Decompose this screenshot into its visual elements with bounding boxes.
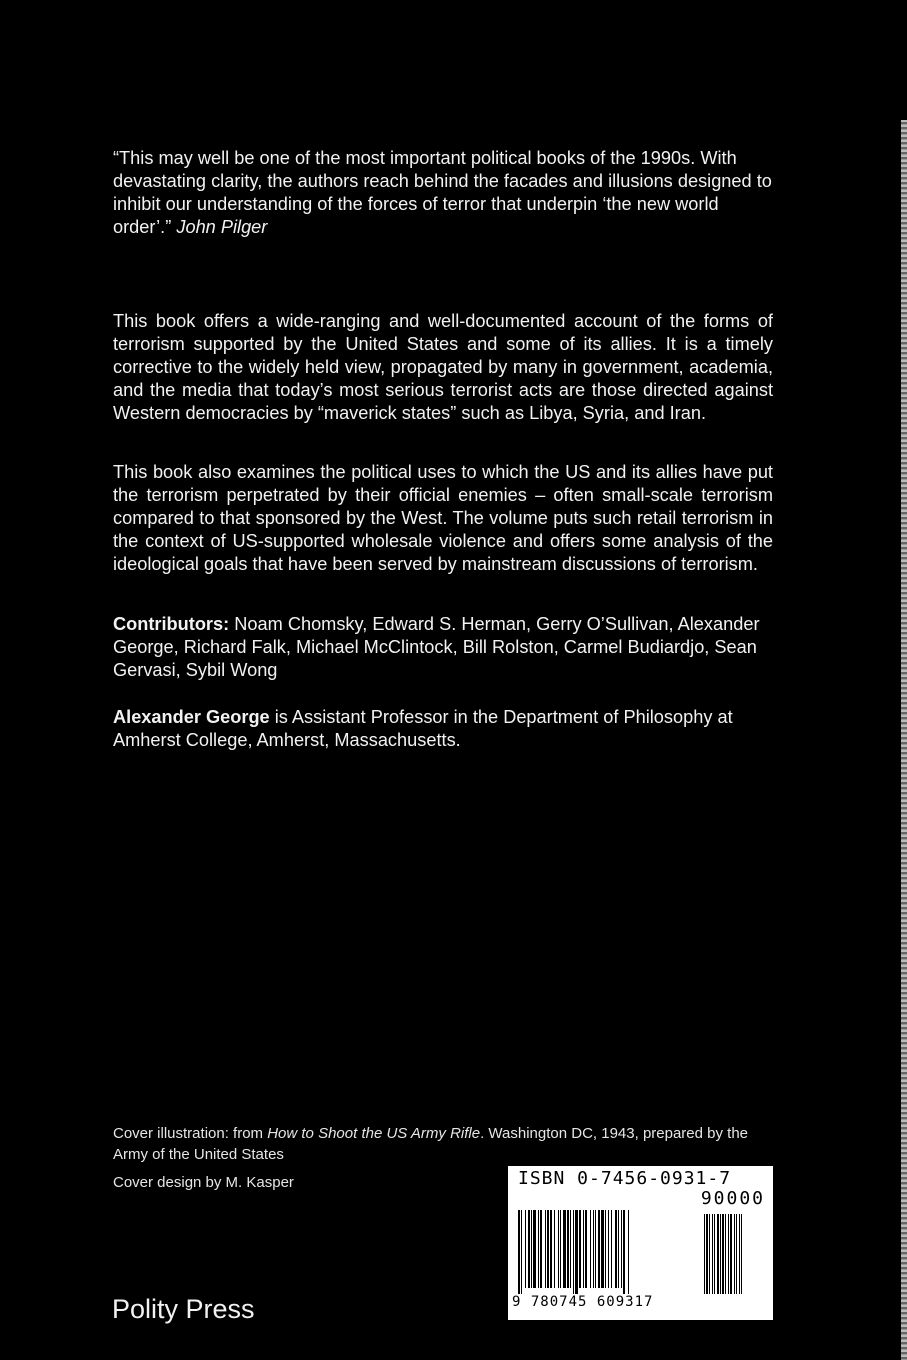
barcode-bar [608, 1210, 609, 1288]
addon-bar [706, 1214, 708, 1294]
barcode-bar [545, 1210, 546, 1288]
addon-bar [722, 1214, 724, 1294]
barcode-bar [590, 1210, 591, 1288]
barcode-bars [514, 1210, 769, 1294]
barcode-bar [560, 1210, 561, 1288]
barcode-bar [525, 1210, 526, 1288]
barcode-bar [521, 1210, 522, 1294]
barcode-bar [550, 1210, 552, 1288]
barcode-bar [540, 1210, 542, 1288]
barcode-bar [570, 1210, 571, 1288]
barcode-bar [601, 1210, 604, 1288]
barcode-addon-number: 90000 [700, 1188, 765, 1209]
barcode-bar [615, 1210, 617, 1288]
barcode-bar [593, 1210, 594, 1288]
description-paragraph-2: This book also examines the political uses to which the US and its allies have put the terrorism perpetrated by their official enemies – often small-scale terrorism compared to that sponsored by the West. The volume puts such retail terrorism in the context of US-supported wholesale violence and offers some analysis of the ideological goals that have been served by mainstream discussions of terrorism. [113, 462, 773, 574]
addon-bar [709, 1214, 710, 1294]
barcode-bar [518, 1210, 520, 1294]
barcode-bar [618, 1210, 619, 1288]
barcode-bar [623, 1210, 625, 1294]
review-quote [113, 147, 773, 239]
author-bio [113, 706, 773, 752]
barcode-bar [605, 1210, 606, 1288]
addon-bar [725, 1214, 726, 1294]
illustration-credit-title: How to Shoot the US Army Rifle [267, 1125, 481, 1142]
barcode-bar [595, 1210, 596, 1288]
contributors-label: Contributors: [113, 614, 230, 634]
barcode-bar [598, 1210, 600, 1288]
author-bio-text: is Assistant Professor in the Department of Philosophy at Amherst College, Amherst, Massachusetts. [113, 707, 733, 750]
design-credit: Cover design by M. Kasper [113, 1174, 294, 1191]
barcode-bar [563, 1210, 566, 1288]
barcode-bar [531, 1210, 532, 1288]
barcode-bar [611, 1210, 612, 1288]
illustration-credit [113, 1123, 778, 1165]
barcode-bar [579, 1210, 581, 1288]
barcode-bar [533, 1210, 536, 1288]
contributors-names: Noam Chomsky, Edward S. Herman, Gerry O’Sullivan, Alexander George, Richard Falk, Michael McClintock, Bill Rolston, Carmel Budiardjo, Sean Gervasi, Sybil Wong [113, 614, 760, 680]
isbn-barcode [508, 1166, 773, 1320]
author-name: Alexander George [113, 707, 270, 727]
barcode-bar [585, 1210, 587, 1288]
addon-bar [739, 1214, 740, 1294]
addon-bar [712, 1214, 713, 1294]
barcode-bar [538, 1210, 539, 1288]
addon-bar [704, 1214, 705, 1294]
addon-bar [728, 1214, 729, 1294]
barcode-bar [554, 1210, 555, 1288]
barcode-bar [558, 1210, 559, 1288]
quote-text: “This may well be one of the most important political books of the 1990s. With devastating clarity, the authors reach behind the facades and illusions designed to inhibit our understanding of the forces of terror that underpin ‘the new world order’.” [113, 148, 772, 237]
barcode-bar [583, 1210, 584, 1288]
description-paragraph-1: This book offers a wide-ranging and well-documented account of the forms of terrorism supported by the United States and some of its allies. It is a timely corrective to the widely held view, propagated by many in government, academia, and the media that today’s most serious terrorist acts are those directed against Western democracies by “maverick states” such as Libya, Syria, and Iran. [113, 311, 773, 423]
book-page-edge [901, 120, 907, 1360]
barcode-bar [528, 1210, 530, 1288]
barcode-bar [628, 1210, 629, 1294]
illustration-credit-suffix: . Washington DC, 1943, prepared by the Army of the United States [113, 1125, 749, 1163]
publisher-name: Polity Press [112, 1294, 255, 1324]
barcode-bar [573, 1210, 574, 1294]
addon-bar [730, 1214, 732, 1294]
contributors [113, 613, 773, 682]
quote-attribution: John Pilger [176, 217, 268, 237]
barcode-bar [567, 1210, 569, 1288]
addon-bar [717, 1214, 719, 1294]
addon-bar [734, 1214, 735, 1294]
barcode-bar [547, 1210, 549, 1288]
addon-bar [714, 1214, 715, 1294]
isbn-text: ISBN 0-7456-0931-7 [518, 1168, 732, 1189]
barcode-bar [575, 1210, 578, 1294]
addon-bar [720, 1214, 721, 1294]
addon-bar [741, 1214, 742, 1294]
addon-bar [736, 1214, 737, 1294]
barcode-bar [621, 1210, 622, 1288]
illustration-credit-prefix: Cover illustration: from [113, 1125, 264, 1142]
ean-number: 9 780745 609317 [512, 1294, 654, 1310]
